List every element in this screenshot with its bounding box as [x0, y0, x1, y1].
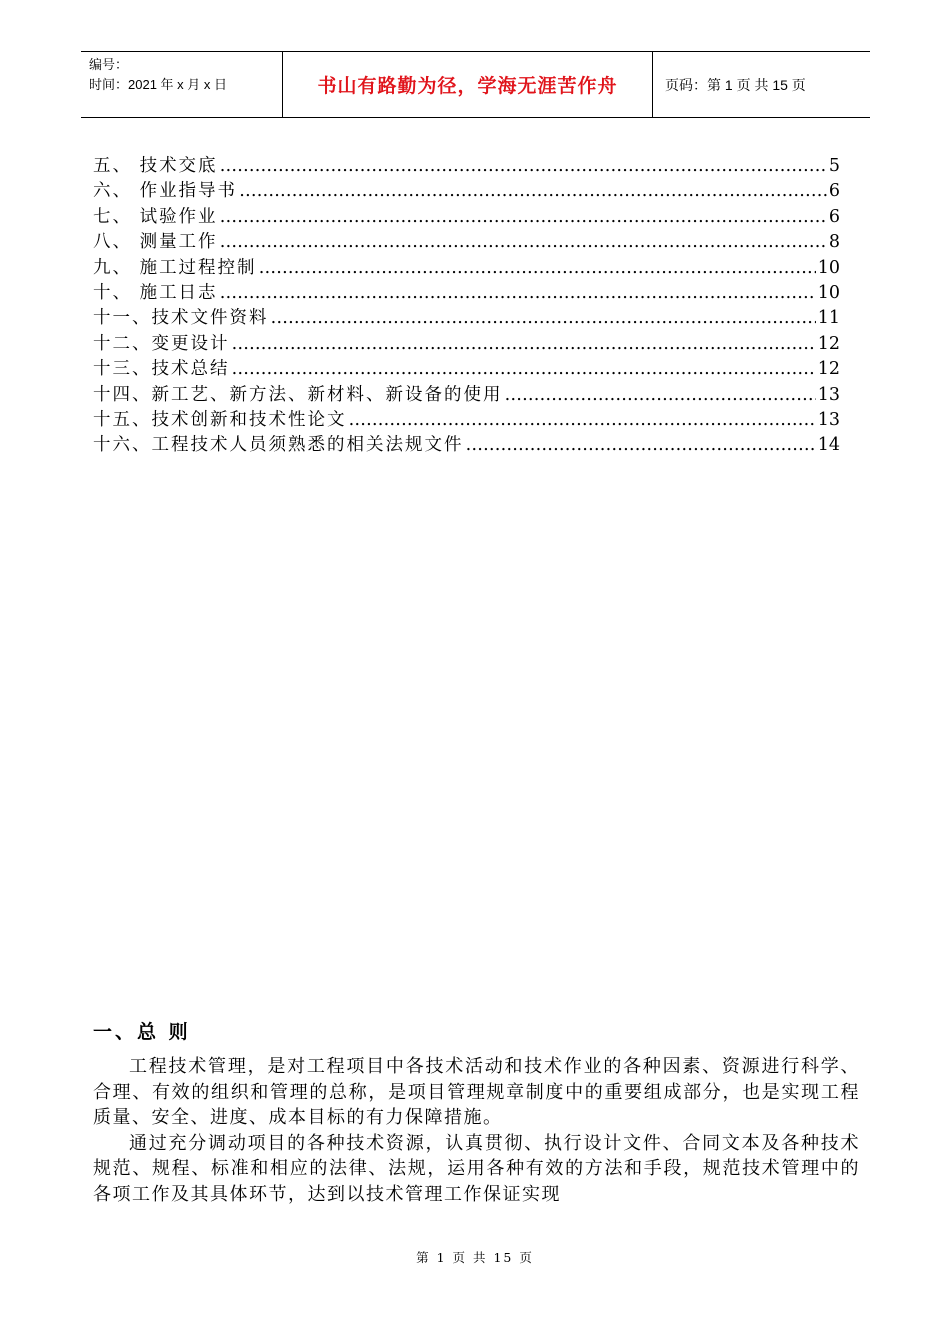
body-paragraph: 通过充分调动项目的各种技术资源，认真贯彻、执行设计文件、合同文本及各种技术规范、规程、标准和相应的法律、法规，运用各种有效的方法和手段，规范技术管理中的各项工作及其具体环节，达到以技术管理工作保证实现: [93, 1132, 860, 1205]
toc-dot-leader: [220, 207, 827, 227]
document-time-label: 时间：2021 年 x 月 x 日: [89, 77, 227, 92]
toc-entry-title: 十二、变更设计: [93, 333, 230, 354]
toc-entry-page: 12: [817, 333, 840, 354]
toc-entry-title: 十四、新工艺、新方法、新材料、新设备的使用: [93, 384, 503, 405]
toc-entry-page: 11: [817, 308, 840, 329]
toc-dot-leader: [349, 410, 816, 430]
toc-entry[interactable]: [93, 406, 840, 431]
toc-entry-title: 十一、技术文件资料: [93, 308, 269, 329]
toc-dot-leader: [220, 283, 816, 303]
toc-dot-leader: [466, 435, 816, 455]
header-meta: [81, 52, 283, 117]
body-paragraph: 工程技术管理，是对工程项目中各技术活动和技术作业的各种因素、资源进行科学、合理、有效的组织和管理的总称，是项目管理规章制度中的重要组成部分，也是实现工程质量、安全、进度、成本目标的有力保障措施。: [93, 1056, 860, 1129]
toc-entry[interactable]: [93, 228, 840, 253]
toc-entry-page: 6: [828, 206, 840, 227]
toc-entry[interactable]: [93, 203, 840, 228]
toc-dot-leader: [239, 181, 827, 201]
toc-entry-title: 十五、技术创新和技术性论文: [93, 409, 347, 430]
header-motto: 书山有路勤为径，学海无涯苦作舟: [283, 52, 653, 117]
toc-entry-title: 十三、技术总结: [93, 359, 230, 380]
toc-entry-title: 五、 技术交底: [93, 156, 218, 176]
toc-entry[interactable]: [93, 152, 840, 177]
toc-dot-leader: [259, 258, 816, 278]
page-footer: 第 1 页 共 15 页: [416, 1250, 534, 1265]
toc-entry[interactable]: [93, 330, 840, 355]
toc-entry-page: 5: [828, 156, 840, 176]
toc-entry[interactable]: [93, 254, 840, 279]
toc-entry[interactable]: [93, 177, 840, 202]
header-page-label: 页码：第 1 页 共 15 页: [665, 76, 806, 93]
toc-entry-page: 13: [817, 384, 840, 405]
toc-entry-title: 八、 测量工作: [93, 232, 218, 253]
toc-dot-leader: [220, 156, 827, 176]
document-header: [81, 51, 870, 118]
toc-entry-page: 8: [828, 232, 840, 253]
toc-entry-page: 13: [817, 409, 840, 430]
toc-entry-page: 10: [817, 257, 840, 278]
table-of-contents: [93, 152, 840, 457]
toc-entry-title: 七、 试验作业: [93, 206, 218, 227]
toc-entry-page: 14: [817, 435, 840, 456]
toc-entry-title: 十六、工程技术人员须熟悉的相关法规文件: [93, 435, 464, 456]
toc-dot-leader: [220, 232, 827, 252]
toc-entry[interactable]: [93, 355, 840, 380]
toc-entry-page: 12: [817, 359, 840, 380]
toc-entry[interactable]: [93, 279, 840, 304]
toc-dot-leader: [232, 334, 816, 354]
toc-dot-leader: [232, 359, 816, 379]
toc-entry[interactable]: [93, 381, 840, 406]
toc-entry[interactable]: [93, 431, 840, 456]
toc-entry-title: 十、 施工日志: [93, 282, 218, 303]
toc-dot-leader: [271, 308, 816, 328]
general-principles-section: [93, 1017, 860, 1208]
section-heading: 一、总 则: [93, 1021, 191, 1043]
toc-entry-page: 6: [828, 181, 840, 202]
toc-entry-page: 10: [817, 282, 840, 303]
toc-entry[interactable]: [93, 304, 840, 329]
toc-dot-leader: [505, 385, 816, 405]
toc-entry-title: 六、 作业指导书: [93, 181, 238, 202]
document-number-label: 编号：: [89, 57, 129, 72]
toc-entry-title: 九、 施工过程控制: [93, 257, 257, 278]
